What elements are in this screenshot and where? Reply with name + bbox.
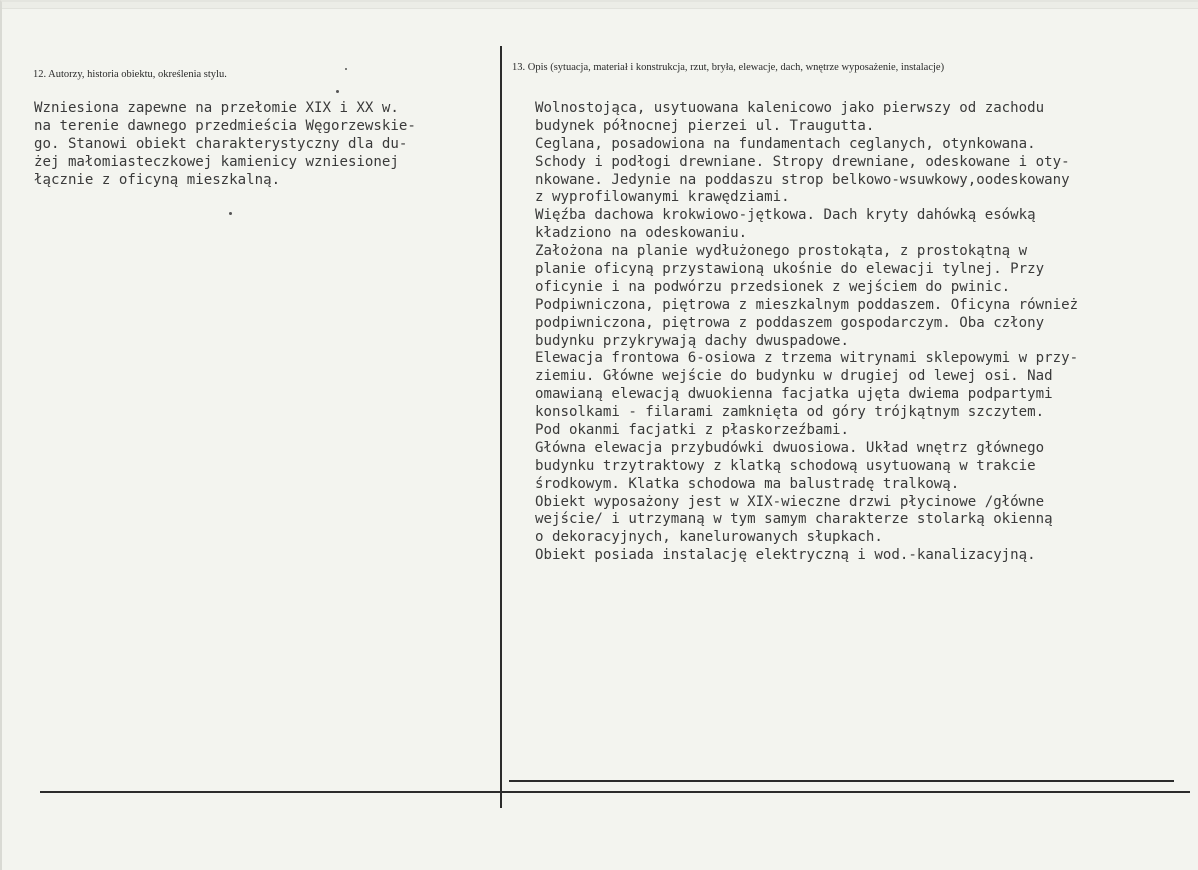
section-13-text	[535, 100, 1078, 565]
text-line: Obiekt posiada instalację elektryczną i wod.-kanalizacyjną.	[535, 547, 1036, 564]
card-top-edge	[2, 2, 1198, 9]
text-line: z wyprofilowanymi krawędziami.	[535, 189, 790, 206]
section-12-text	[34, 100, 416, 189]
section-13-heading: 13. Opis (sytuacja, materiał i konstrukcja, rzut, bryła, elewacje, dach, wnętrze wyposażenie, instalacje)	[512, 62, 945, 73]
text-line: Obiekt wyposażony jest w XIX-wieczne drzwi płycinowe /główne	[535, 493, 1045, 510]
text-line: go. Stanowi obiekt charakterystyczny dla du-	[34, 135, 408, 152]
card-bottom-rule	[40, 791, 1190, 793]
text-line: Wzniesiona zapewne na przełomie XIX i XX w.	[34, 100, 399, 116]
text-line: żej małomiasteczkowej kamienicy wzniesionej	[34, 153, 399, 170]
text-line: budynku trzytraktowy z klatką schodową usytuowaną w trakcie	[535, 457, 1036, 474]
section-12-heading: 12. Autorzy, historia obiektu, określenia stylu.	[33, 69, 227, 80]
text-line: Pod okanmi facjatki z płaskorzeźbami.	[535, 422, 849, 439]
text-line: kładziono na odeskowaniu.	[535, 225, 748, 242]
text-line: nkowane. Jedynie na poddaszu strop belkowo-wsuwkowy,oodeskowany	[535, 171, 1070, 188]
text-line: budynek północnej pierzei ul. Traugutta.	[535, 117, 875, 134]
text-line: środkowym. Klatka schodowa ma balustradę tralkową.	[535, 475, 960, 492]
text-line: Wolnostojąca, usytuowana kalenicowo jako pierwszy od zachodu	[535, 100, 1045, 116]
text-line: Schody i podłogi drewniane. Stropy drewniane, odeskowane i oty-	[535, 153, 1070, 170]
paper-speck	[336, 90, 339, 93]
text-line: omawianą elewacją dwuokienna facjatka ujęta dwiema podpartymi	[535, 386, 1053, 403]
text-line: Podpiwniczona, piętrowa z mieszkalnym poddaszem. Oficyna również	[535, 296, 1079, 313]
text-line: wejście/ i utrzymaną w tym samym charakterze stolarką okienną	[535, 511, 1053, 528]
text-line: Ceglana, posadowiona na fundamentach ceglanych, otynkowana.	[535, 135, 1036, 152]
paper-speck	[229, 212, 232, 215]
text-line: Założona na planie wydłużonego prostokąta, z prostokątną w	[535, 243, 1028, 260]
text-line: ziemiu. Główne wejście do budynku w drugiej od lewej osi. Nad	[535, 368, 1053, 385]
text-line: na terenie dawnego przedmieścia Węgorzewskie-	[34, 117, 416, 134]
column-divider	[500, 46, 502, 808]
text-line: Główna elewacja przybudówki dwuosiowa. Układ wnętrz głównego	[535, 439, 1045, 456]
text-line: Elewacja frontowa 6-osiowa z trzema witrynami sklepowymi w przy-	[535, 350, 1079, 367]
text-line: planie oficyną przystawioną ukośnie do elewacji tylnej. Przy	[535, 261, 1045, 278]
text-line: konsolkami - filarami zamknięta od góry trójkątnym szczytem.	[535, 404, 1045, 421]
text-line: Więźba dachowa krokwiowo-jętkowa. Dach kryty dahówką esówką	[535, 207, 1036, 224]
section-13-bottom-rule	[509, 780, 1174, 782]
text-line: łącznie z oficyną mieszkalną.	[34, 171, 281, 188]
text-line: oficynie i na podwórzu przedsionek z wejściem do pwinic.	[535, 278, 1011, 295]
paper-speck	[345, 68, 347, 70]
text-line: o dekoracyjnych, kanelurowanych słupkach.	[535, 529, 883, 546]
text-line: podpiwniczona, piętrowa z poddaszem gospodarczym. Oba człony	[535, 314, 1045, 331]
text-line: budynku przykrywają dachy dwuspadowe.	[535, 332, 849, 349]
